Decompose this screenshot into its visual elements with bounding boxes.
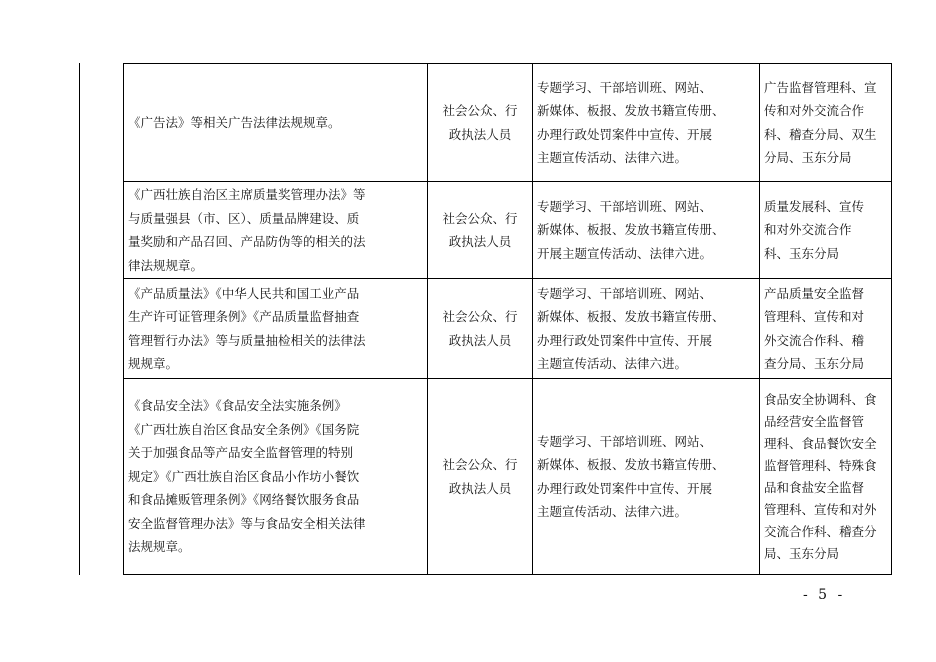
target-cell: 社会公众、行 政执法人员	[428, 64, 533, 182]
form-cell: 专题学习、干部培训班、网站、 新媒体、板报、发放书籍宣传册、 办理行政处罚案件中宣传、开展 主题宣传活动、法律六进。	[533, 379, 760, 575]
table-row	[124, 182, 892, 279]
target-cell: 社会公众、行 政执法人员	[428, 279, 533, 379]
left-border-outer	[79, 63, 80, 575]
form-cell: 专题学习、干部培训班、网站、 新媒体、板报、发放书籍宣传册、 办理行政处罚案件中宣传、开展 主题宣传活动、法律六进。	[533, 279, 760, 379]
form-cell: 专题学习、干部培训班、网站、 新媒体、板报、发放书籍宣传册、 开展主题宣传活动、法律六进。	[533, 182, 760, 279]
dept-cell: 产品质量安全监督 管理科、宣传和对 外交流合作科、稽 查分局、玉东分局	[760, 279, 892, 379]
table-row	[124, 279, 892, 379]
law-cell: 《食品安全法》《食品安全法实施条例》 《广西壮族自治区食品安全条例》《国务院 关于加强食品等产品安全监督管理的特别 规定》《广西壮族自治区食品小作坊小餐饮 和食品摊贩管理条例》《网络餐饮服务食品 安全监督管理办法》等与食品安全相关法律 法规规章。	[124, 379, 428, 575]
law-publicity-table	[123, 63, 892, 575]
dept-cell: 质量发展科、宣传 和对外交流合作 科、玉东分局	[760, 182, 892, 279]
table-row	[124, 379, 892, 575]
target-cell: 社会公众、行 政执法人员	[428, 182, 533, 279]
form-cell: 专题学习、干部培训班、网站、 新媒体、板报、发放书籍宣传册、 办理行政处罚案件中宣传、开展 主题宣传活动、法律六进。	[533, 64, 760, 182]
law-cell: 《产品质量法》《中华人民共和国工业产品 生产许可证管理条例》《产品质量监督抽查 管理暂行办法》等与质量抽检相关的法律法 规规章。	[124, 279, 428, 379]
table-row	[124, 64, 892, 182]
page-number: - 5 -	[803, 587, 846, 603]
dept-cell: 食品安全协调科、食 品经营安全监督管 理科、食品餐饮安全 监督管理科、特殊食 品和食盐安全监督 管理科、宣传和对外 交流合作科、稽查分 局、玉东分局	[760, 379, 892, 575]
law-cell: 《广告法》等相关广告法律法规规章。	[124, 64, 428, 182]
target-cell: 社会公众、行 政执法人员	[428, 379, 533, 575]
dept-cell: 广告监督管理科、宣 传和对外交流合作 科、稽查分局、双生 分局、玉东分局	[760, 64, 892, 182]
law-cell: 《广西壮族自治区主席质量奖管理办法》等 与质量强县（市、区）、质量品牌建设、质 量奖励和产品召回、产品防伪等的相关的法 律法规规章。	[124, 182, 428, 279]
